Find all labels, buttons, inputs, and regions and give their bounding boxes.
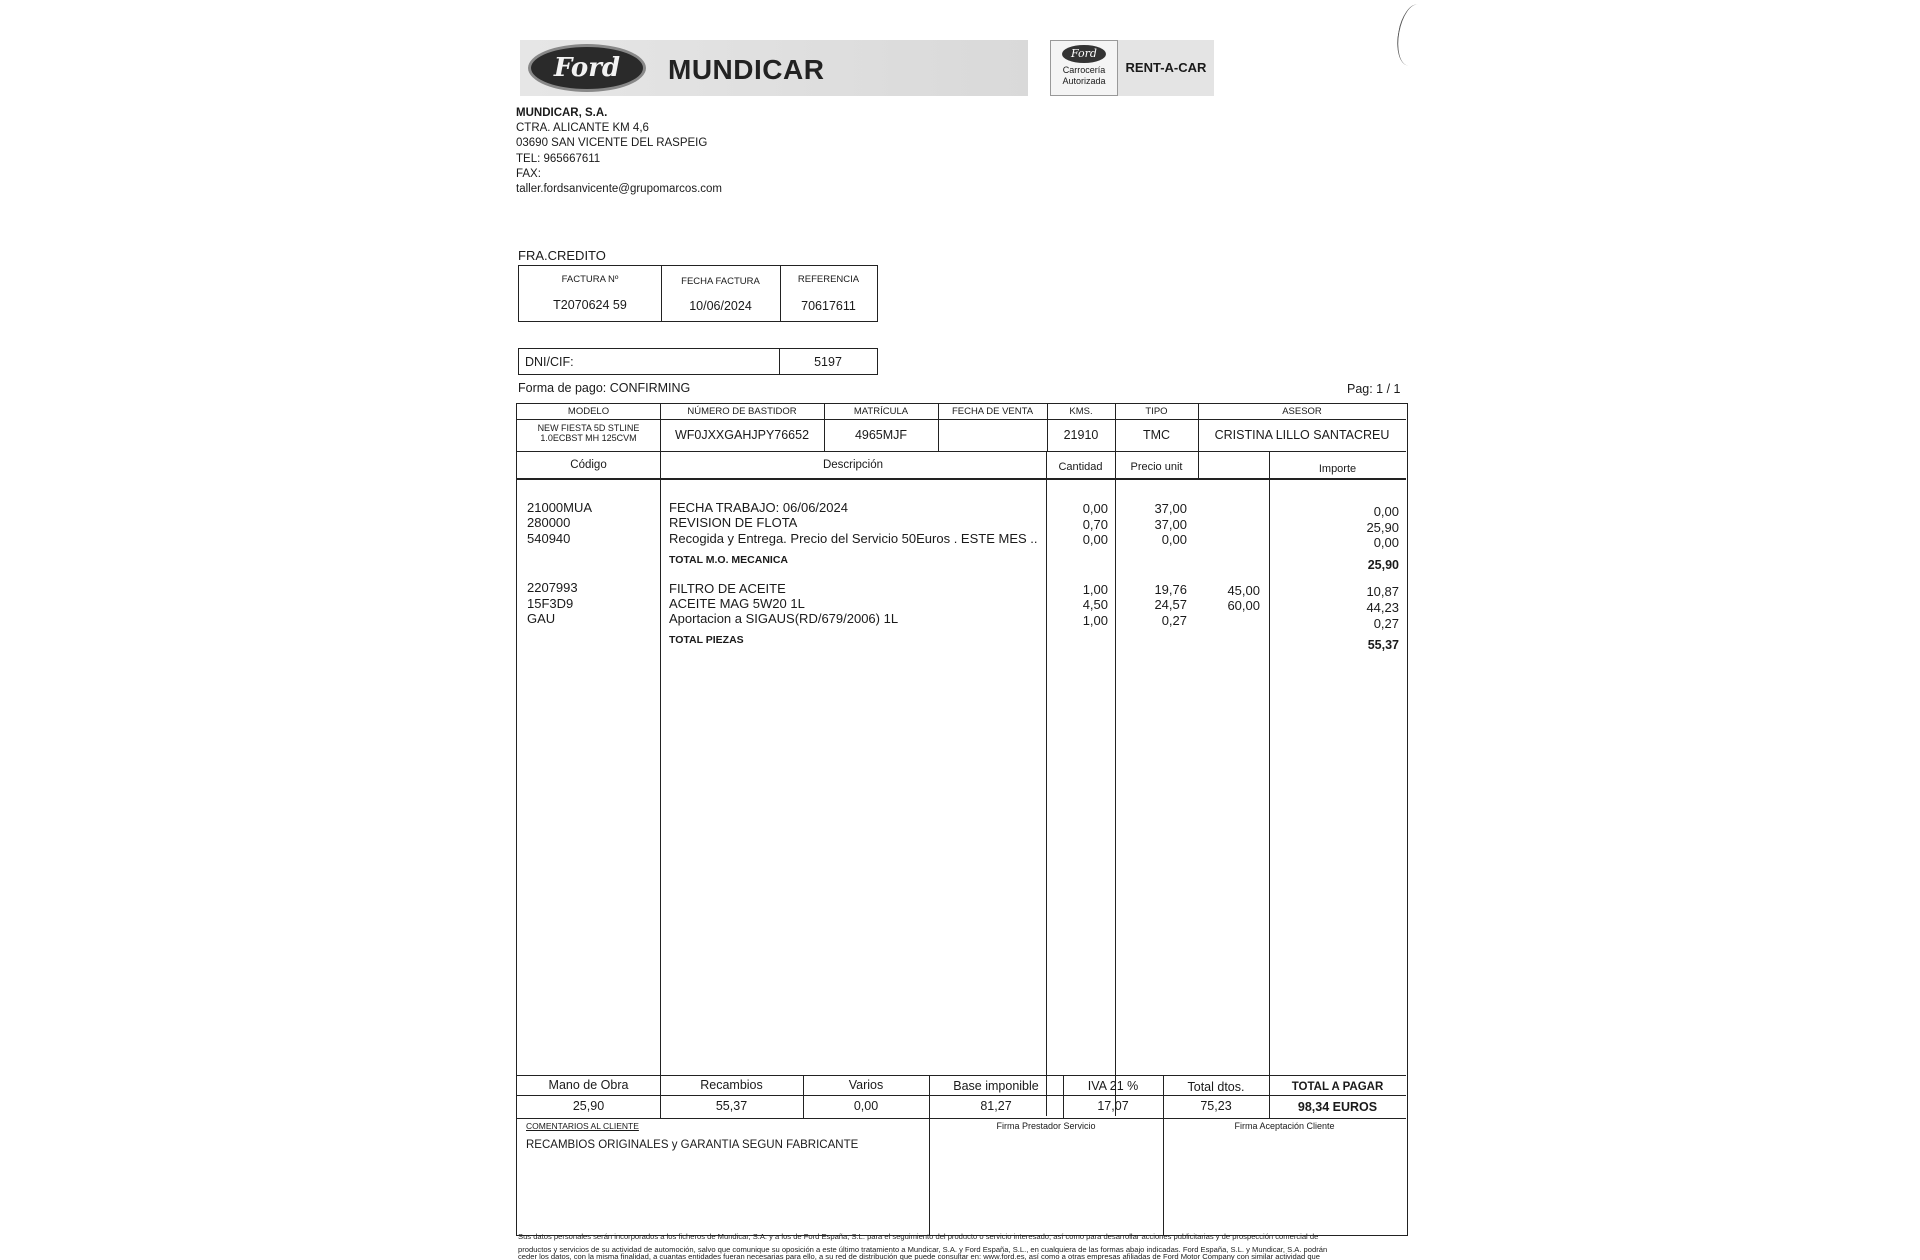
col-line [660,451,661,1116]
page-number: Pag: 1 / 1 [1347,382,1401,396]
col-line [929,1118,930,1235]
firma-prestador-label: Firma Prestador Servicio [996,1121,1096,1131]
line-importe: 25,90 [1366,520,1399,535]
total-pagar-label: TOTAL A PAGAR [1291,1081,1384,1093]
company-address-2: 03690 SAN VICENTE DEL RASPEIG [516,137,708,150]
company-block [516,106,722,197]
line-importe: 44,23 [1366,600,1399,615]
line-codigo: GAU [527,611,556,626]
col-line [1269,451,1270,1116]
col-line [1046,451,1047,1116]
dni-label: DNI/CIF: [525,355,574,369]
labor-total-value: 25,90 [1367,558,1399,572]
total-dtos-label: Total dtos. [1187,1080,1245,1094]
row-line [517,419,1406,420]
codigo-header: Código [570,459,607,471]
labor-total-label: TOTAL M.O. MECANICA [669,554,788,566]
line-cantidad: 4,50 [1082,597,1108,612]
line-cantidad: 0,00 [1082,501,1108,516]
row-line [517,479,1406,480]
line-importe: 0,00 [1373,535,1399,550]
line-precio: 24,57 [1154,597,1187,612]
varios-value: 0,00 [853,1099,879,1113]
legal-line-1: Sus datos personales serán incorporados a los ficheros de Mundicar, S.A. y a los de Ford España, S.L. para el seguimiento del producto o servicio interesado, así como para desarrollar acciones publicitarias y de prospección comercial de [518,1232,1319,1241]
mano-obra-label: Mano de Obra [548,1078,629,1092]
asesor-value: CRISTINA LILLO SANTACREU [1214,428,1390,442]
tipo-label: TIPO [1145,406,1168,417]
col-line [1163,1118,1164,1235]
company-tel: TEL: 965667611 [516,152,601,165]
comentarios-text: RECAMBIOS ORIGINALES y GARANTIA SEGUN FABRICANTE [526,1139,859,1151]
total-pagar-value: 98,34 EUROS [1297,1100,1378,1114]
fecha-factura-label: FECHA FACTURA [681,276,760,287]
fecha-venta-label: FECHA DE VENTA [951,406,1034,417]
rent-a-car-label: RENT-A-CAR [1118,40,1214,96]
precio-header: Precio unit [1130,461,1183,473]
varios-label: Varios [848,1078,884,1092]
importe-header: Importe [1318,463,1357,475]
row-line [517,451,1406,452]
referencia-value: 70617611 [801,299,856,313]
row-line [517,1118,1406,1119]
company-fax: FAX: [516,167,541,180]
line-codigo: 540940 [527,531,571,546]
cantidad-header: Cantidad [1058,461,1103,473]
line-importe: 0,27 [1373,616,1399,631]
line-precio: 19,76 [1154,582,1187,597]
row-line [517,1095,1406,1096]
pen-mark [1393,2,1433,68]
line-cantidad: 1,00 [1082,582,1108,597]
iva-value: 17,07 [1097,1099,1129,1113]
bastidor-value: WF0JXXGAHJPY76652 [674,428,810,442]
line-codigo: 15F3D9 [527,596,574,611]
line-dto: 60,00 [1227,598,1260,613]
dni-value: 5197 [814,355,842,369]
line-precio: 0,00 [1161,532,1187,547]
matricula-label: MATRÍCULA [853,406,909,417]
legal-line-3: ceder los datos, con la misma finalidad, a cuantas entidades fueran necesarias para ello, a su red de distribución que puede consultar en: www.ford.es, así como a otras empresas afiliadas de Ford Motor Company con similar actividad que [518,1252,1320,1260]
line-precio: 0,27 [1161,613,1187,628]
recambios-label: Recambios [700,1078,763,1092]
line-codigo: 280000 [527,515,571,530]
carroceria-label-2: Autorizada [1062,76,1106,86]
row-line [517,1075,1406,1076]
line-descripcion: Aportacion a SIGAUS(RD/679/2006) 1L [669,611,899,626]
forma-pago: Forma de pago: CONFIRMING [518,381,691,395]
carroceria-ford-logo: Ford [1062,45,1106,63]
company-address-1: CTRA. ALICANTE KM 4,6 [516,122,649,135]
line-codigo: 21000MUA [527,500,593,515]
carroceria-badge [1050,40,1118,96]
line-precio: 37,00 [1154,501,1187,516]
line-descripcion: FILTRO DE ACEITE [669,581,786,596]
parts-total-label: TOTAL PIEZAS [669,634,744,646]
recambios-value: 55,37 [715,1099,748,1113]
factura-value: T2070624 59 [553,298,627,312]
company-email: taller.fordsanvicente@grupomarcos.com [516,183,722,196]
comentarios-label: COMENTARIOS AL CLIENTE [526,1121,639,1131]
parts-total-value: 55,37 [1367,638,1399,652]
factura-label: FACTURA Nº [561,274,619,285]
line-codigo: 2207993 [527,580,578,595]
carroceria-label-1: Carrocería [1062,65,1106,75]
line-dto: 45,00 [1227,583,1260,598]
line-importe: 10,87 [1366,584,1399,599]
dealer-name: MUNDICAR [668,54,825,85]
base-imponible-label: Base imponible [953,1079,1039,1093]
line-cantidad: 0,70 [1082,517,1108,532]
modelo-label: MODELO [567,406,610,417]
modelo-value-2: 1.0ECBST MH 125CVM [540,433,637,443]
line-importe: 0,00 [1373,504,1399,519]
legal-line-2: productos y servicios de su actividad de automoción, salvo que comunique su oposición a este último tratamiento a Mundicar, S.A. y Ford España, S.L., en cualquiera de las formas abajo indicadas. Ford España, S.L. y Mundicar, S.A. podrán [518,1245,1328,1254]
kms-value: 21910 [1063,428,1099,442]
company-name: MUNDICAR, S.A. [516,107,608,119]
ford-logo-text: Ford [553,53,621,83]
modelo-value-1: NEW FIESTA 5D STLINE [537,423,640,433]
referencia-label: REFERENCIA [797,274,860,285]
line-descripcion: ACEITE MAG 5W20 1L [669,596,805,611]
asesor-label: ASESOR [1282,406,1322,417]
line-descripcion: Recogida y Entrega. Precio del Servicio 50Euros . ESTE MES .. [669,531,1038,546]
line-cantidad: 0,00 [1082,532,1108,547]
ford-logo [528,44,646,92]
matricula-value: 4965MJF [854,428,908,442]
bastidor-label: NÚMERO DE BASTIDOR [687,406,797,417]
line-precio: 37,00 [1154,517,1187,532]
fecha-factura-value: 10/06/2024 [689,299,752,313]
mano-obra-value: 25,90 [572,1099,605,1113]
tipo-value: TMC [1142,428,1171,442]
firma-cliente-label: Firma Aceptación Cliente [1234,1121,1335,1131]
kms-label: KMS. [1069,406,1093,417]
total-dtos-value: 75,23 [1200,1099,1232,1113]
base-imponible-value: 81,27 [980,1099,1012,1113]
descripcion-header: Descripción [822,459,884,471]
col-line [1115,451,1116,1116]
line-descripcion: REVISION DE FLOTA [669,515,798,530]
line-descripcion: FECHA TRABAJO: 06/06/2024 [669,500,848,515]
invoice-type: FRA.CREDITO [518,248,606,263]
dni-box [518,348,878,375]
invoice-id-box [518,265,878,322]
iva-label: IVA 21 % [1087,1079,1139,1093]
line-cantidad: 1,00 [1082,613,1108,628]
main-table [516,403,1408,1236]
col-line [1198,451,1199,479]
